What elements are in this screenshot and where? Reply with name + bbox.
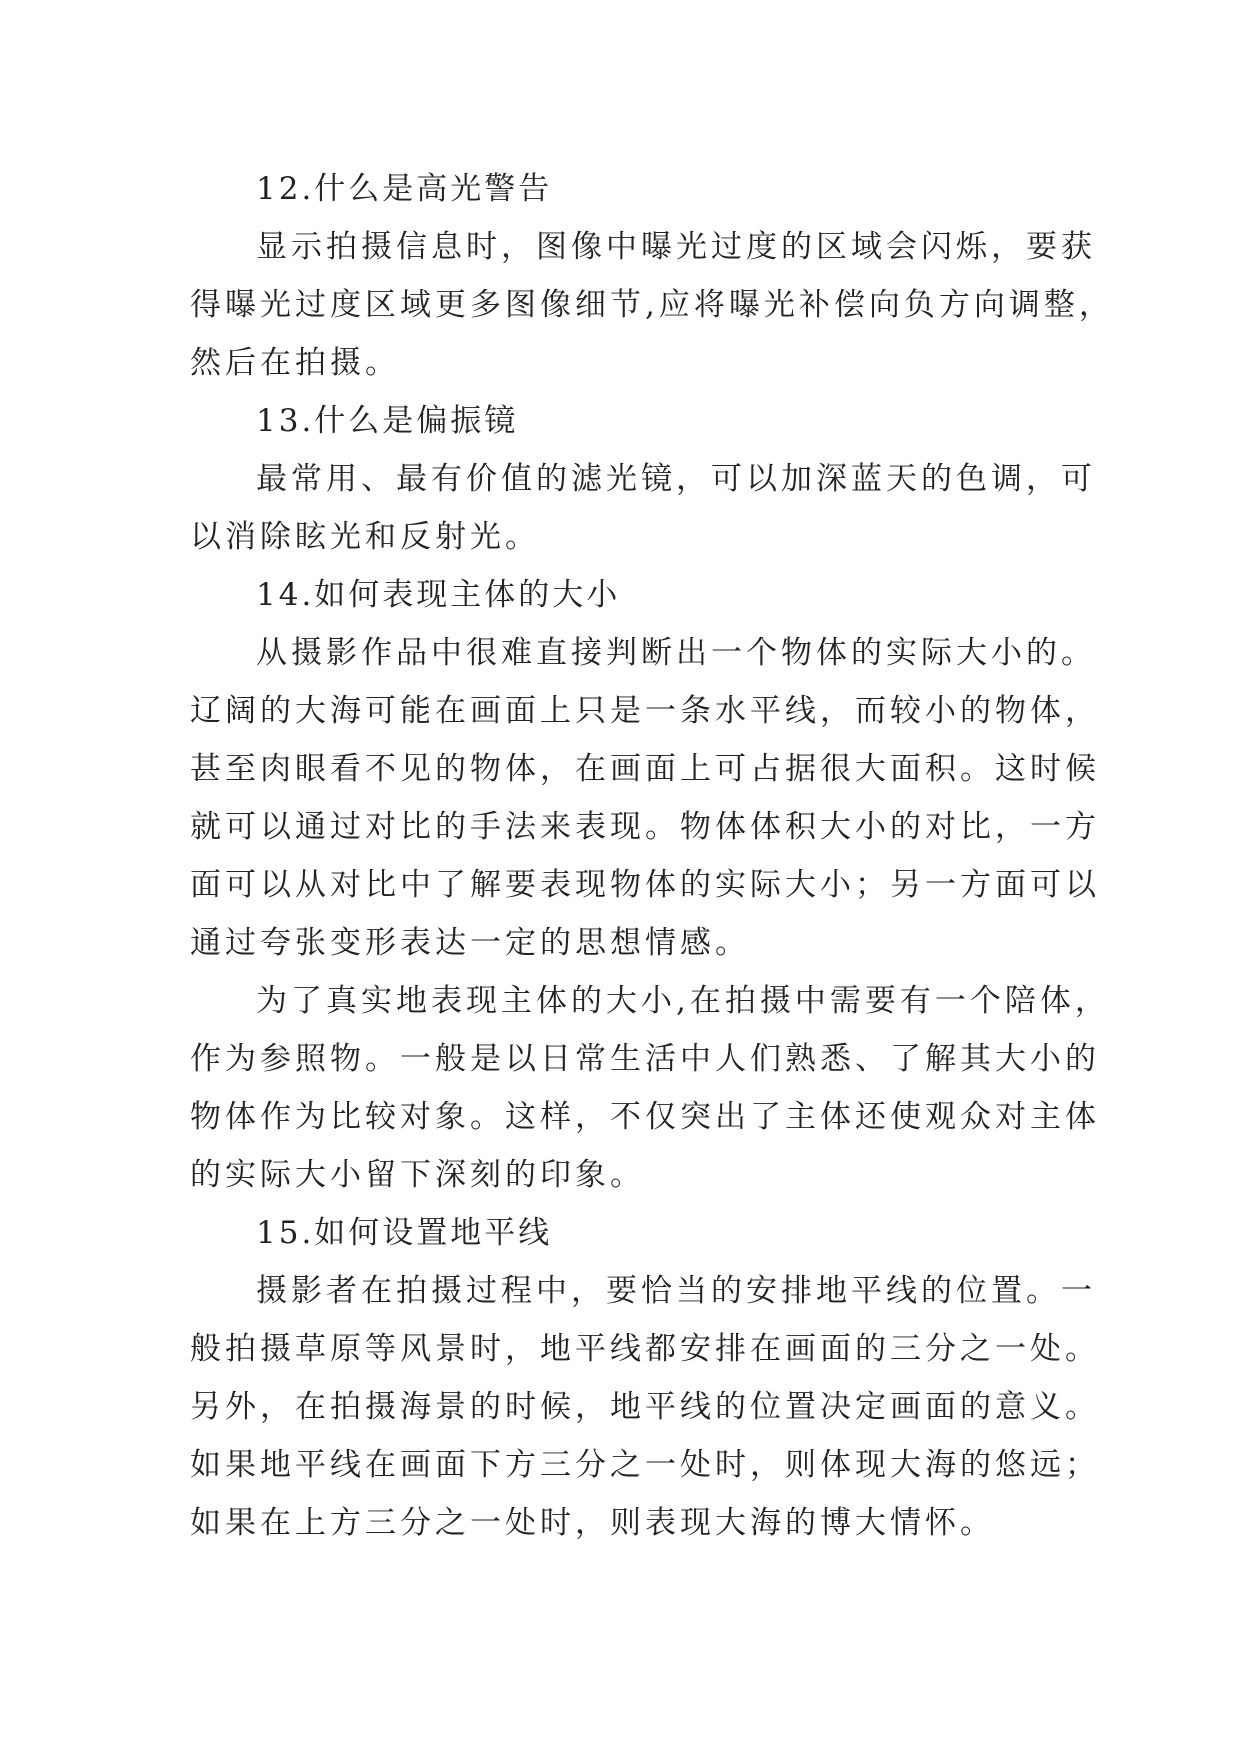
paragraph-line: 面可以从对比中了解要表现物体的实际大小；另一方面可以 bbox=[190, 867, 1100, 903]
paragraph-line: 从摄影作品中很难直接判断出一个物体的实际大小的。 bbox=[256, 635, 1096, 671]
section-heading-12: 12.什么是高光警告 bbox=[256, 171, 553, 207]
paragraph-line: 如果在上方三分之一处时，则表现大海的博大情怀。 bbox=[190, 1505, 995, 1541]
paragraph-line: 辽阔的大海可能在画面上只是一条水平线，而较小的物体， bbox=[190, 693, 1100, 729]
paragraph-line: 为了真实地表现主体的大小,在拍摄中需要有一个陪体， bbox=[256, 983, 1110, 1019]
section-heading-15: 15.如何设置地平线 bbox=[256, 1215, 553, 1251]
paragraph-line: 就可以通过对比的手法来表现。物体体积大小的对比，一方 bbox=[190, 809, 1100, 845]
section-heading-13: 13.什么是偏振镜 bbox=[256, 403, 519, 439]
section-heading-14: 14.如何表现主体的大小 bbox=[256, 577, 621, 613]
paragraph-line: 甚至肉眼看不见的物体，在画面上可占据很大面积。这时候 bbox=[190, 751, 1100, 787]
paragraph-line: 摄影者在拍摄过程中，要恰当的安排地平线的位置。一 bbox=[256, 1273, 1096, 1309]
paragraph-line: 另外，在拍摄海景的时候，地平线的位置决定画面的意义。 bbox=[190, 1389, 1100, 1425]
paragraph-line: 得曝光过度区域更多图像细节,应将曝光补偿向负方向调整， bbox=[190, 287, 1114, 323]
paragraph-line: 通过夸张变形表达一定的思想情感。 bbox=[190, 925, 750, 961]
paragraph-line: 然后在拍摄。 bbox=[190, 345, 400, 381]
paragraph-line: 以消除眩光和反射光。 bbox=[190, 519, 540, 555]
document-body bbox=[190, 160, 1114, 1552]
paragraph-line: 如果地平线在画面下方三分之一处时，则体现大海的悠远； bbox=[190, 1447, 1100, 1483]
paragraph-line: 作为参照物。一般是以日常生活中人们熟悉、了解其大小的 bbox=[190, 1041, 1100, 1077]
paragraph-line: 的实际大小留下深刻的印象。 bbox=[190, 1157, 645, 1193]
paragraph-line: 般拍摄草原等风景时，地平线都安排在画面的三分之一处。 bbox=[190, 1331, 1100, 1367]
paragraph-line: 显示拍摄信息时，图像中曝光过度的区域会闪烁，要获 bbox=[256, 229, 1096, 265]
paragraph-line: 最常用、最有价值的滤光镜，可以加深蓝天的色调，可 bbox=[256, 461, 1096, 497]
paragraph-line: 物体作为比较对象。这样，不仅突出了主体还使观众对主体 bbox=[190, 1099, 1100, 1135]
